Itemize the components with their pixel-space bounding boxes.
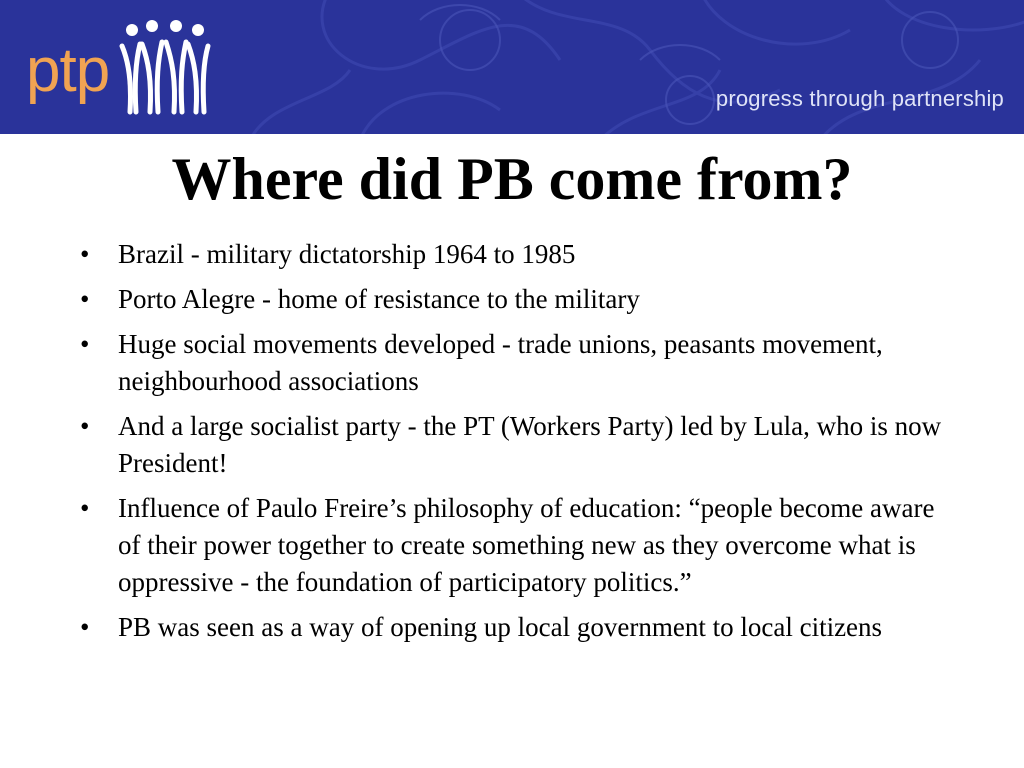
bullet-marker: • bbox=[80, 612, 90, 642]
bullet-marker: • bbox=[80, 411, 90, 441]
header-banner bbox=[0, 0, 1024, 134]
bullet-marker: • bbox=[80, 239, 90, 269]
bullet-marker: • bbox=[80, 493, 90, 523]
tagline: progress through partnership bbox=[715, 86, 1004, 111]
bullet-text: Porto Alegre - home of resistance to the military bbox=[118, 284, 640, 314]
bullet-text: Influence of Paulo Freire’s philosophy of education: “people become aware of their power together to create something new as they overcome what is oppressive - the foundation of participatory politics.” bbox=[118, 493, 935, 597]
bullet-list bbox=[74, 236, 954, 654]
bullet-item bbox=[74, 281, 954, 318]
bullet-marker: • bbox=[80, 329, 90, 359]
slide-title: Where did PB come from? bbox=[171, 146, 853, 212]
logo-text: ptp bbox=[26, 36, 110, 105]
bullet-item bbox=[74, 490, 954, 601]
bullet-text: Huge social movements developed - trade unions, peasants movement, neighbourhood associations bbox=[118, 329, 883, 396]
bullet-item bbox=[74, 408, 954, 482]
ptp-logo bbox=[26, 10, 216, 126]
bullet-text: Brazil - military dictatorship 1964 to 1985 bbox=[118, 239, 576, 269]
people-figures-icon bbox=[118, 20, 214, 120]
bullet-item bbox=[74, 609, 954, 646]
bullet-item bbox=[74, 326, 954, 400]
bullet-text: PB was seen as a way of opening up local government to local citizens bbox=[118, 612, 883, 642]
bullet-text: And a large socialist party - the PT (Workers Party) led by Lula, who is now President! bbox=[118, 411, 942, 478]
bullet-marker: • bbox=[80, 284, 90, 314]
bullet-item bbox=[74, 236, 954, 273]
